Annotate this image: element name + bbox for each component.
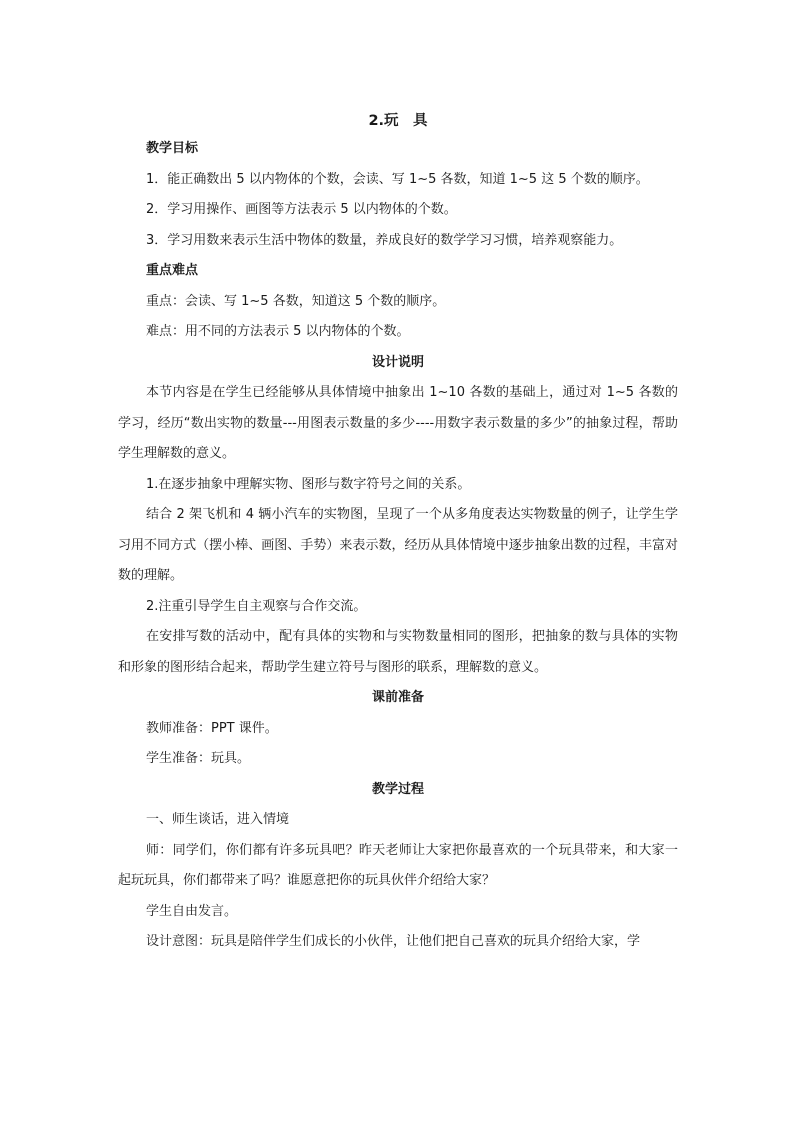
process-heading: 教学过程 — [371, 781, 424, 797]
design-intro: 本节内容是在学生已经能够从具体情境中抽象出 1~10 各数的基础上，通过对 1~5 各数的学习，经历“数出实物的数量---用图表示数量的多少----用数字表示数量的多少”的抽象过程，帮助学生理解数的意义。 — [118, 385, 678, 461]
student-preparation: 学生准备：玩具。 — [146, 751, 251, 766]
difficulty-text: 难点：用不同的方法表示 5 以内物体的个数。 — [146, 324, 410, 339]
design-point1-text: 结合 2 架飞机和 4 辆小汽车的实物图，呈现了一个从多角度表达实物数量的例子，让学生学习用不同方式（摆小棒、画图、手势）来表示数，经历从具体情境中逐步抽象出数的过程，丰富对数的理解。 — [118, 507, 678, 583]
design-point2-text: 在安排写数的活动中，配有具体的实物和与实物数量相同的图形，把抽象的数与具体的实物和形象的图形结合起来，帮助学生建立符号与图形的联系，理解数的意义。 — [118, 629, 678, 675]
student-talk: 学生自由发言。 — [146, 903, 238, 919]
objective-item-3: 3．学习用数来表示生活中物体的数量，养成良好的数学学习习惯，培养观察能力。 — [146, 232, 623, 248]
objective-item-1: 1．能正确数出 5 以内物体的个数，会读、写 1~5 各数，知道 1~5 这 5 个数的顺序。 — [146, 171, 649, 187]
teacher-talk: 师：同学们，你们都有许多玩具吧？昨天老师让大家把你最喜欢的一个玩具带来，和大家一起玩玩具，你们都带来了吗？谁愿意把你的玩具伙伴介绍给大家？ — [118, 842, 678, 888]
key-points-heading: 重点难点 — [146, 263, 199, 278]
objective-item-2: 2．学习用操作、画图等方法表示 5 以内物体的个数。 — [146, 202, 457, 217]
design-point1-title: 1.在逐步抽象中理解实物、图形与数字符号之间的关系。 — [146, 476, 471, 492]
preparation-heading: 课前准备 — [371, 690, 424, 705]
key-point-text: 重点：会读、写 1~5 各数，知道这 5 个数的顺序。 — [146, 293, 446, 309]
design-intent: 设计意图：玩具是陪伴学生们成长的小伙伴，让他们把自己喜欢的玩具介绍给大家，学 — [146, 934, 641, 949]
document-content — [118, 108, 678, 958]
document-title: 2.玩 具 — [368, 113, 428, 129]
objectives-heading: 教学目标 — [146, 141, 199, 156]
process-section-1: 一、师生谈话，进入情境 — [146, 812, 290, 827]
teacher-preparation: 教师准备：PPT 课件。 — [146, 720, 278, 736]
design-heading: 设计说明 — [371, 354, 424, 370]
design-point2-title: 2.注重引导学生自主观察与合作交流。 — [146, 598, 367, 614]
